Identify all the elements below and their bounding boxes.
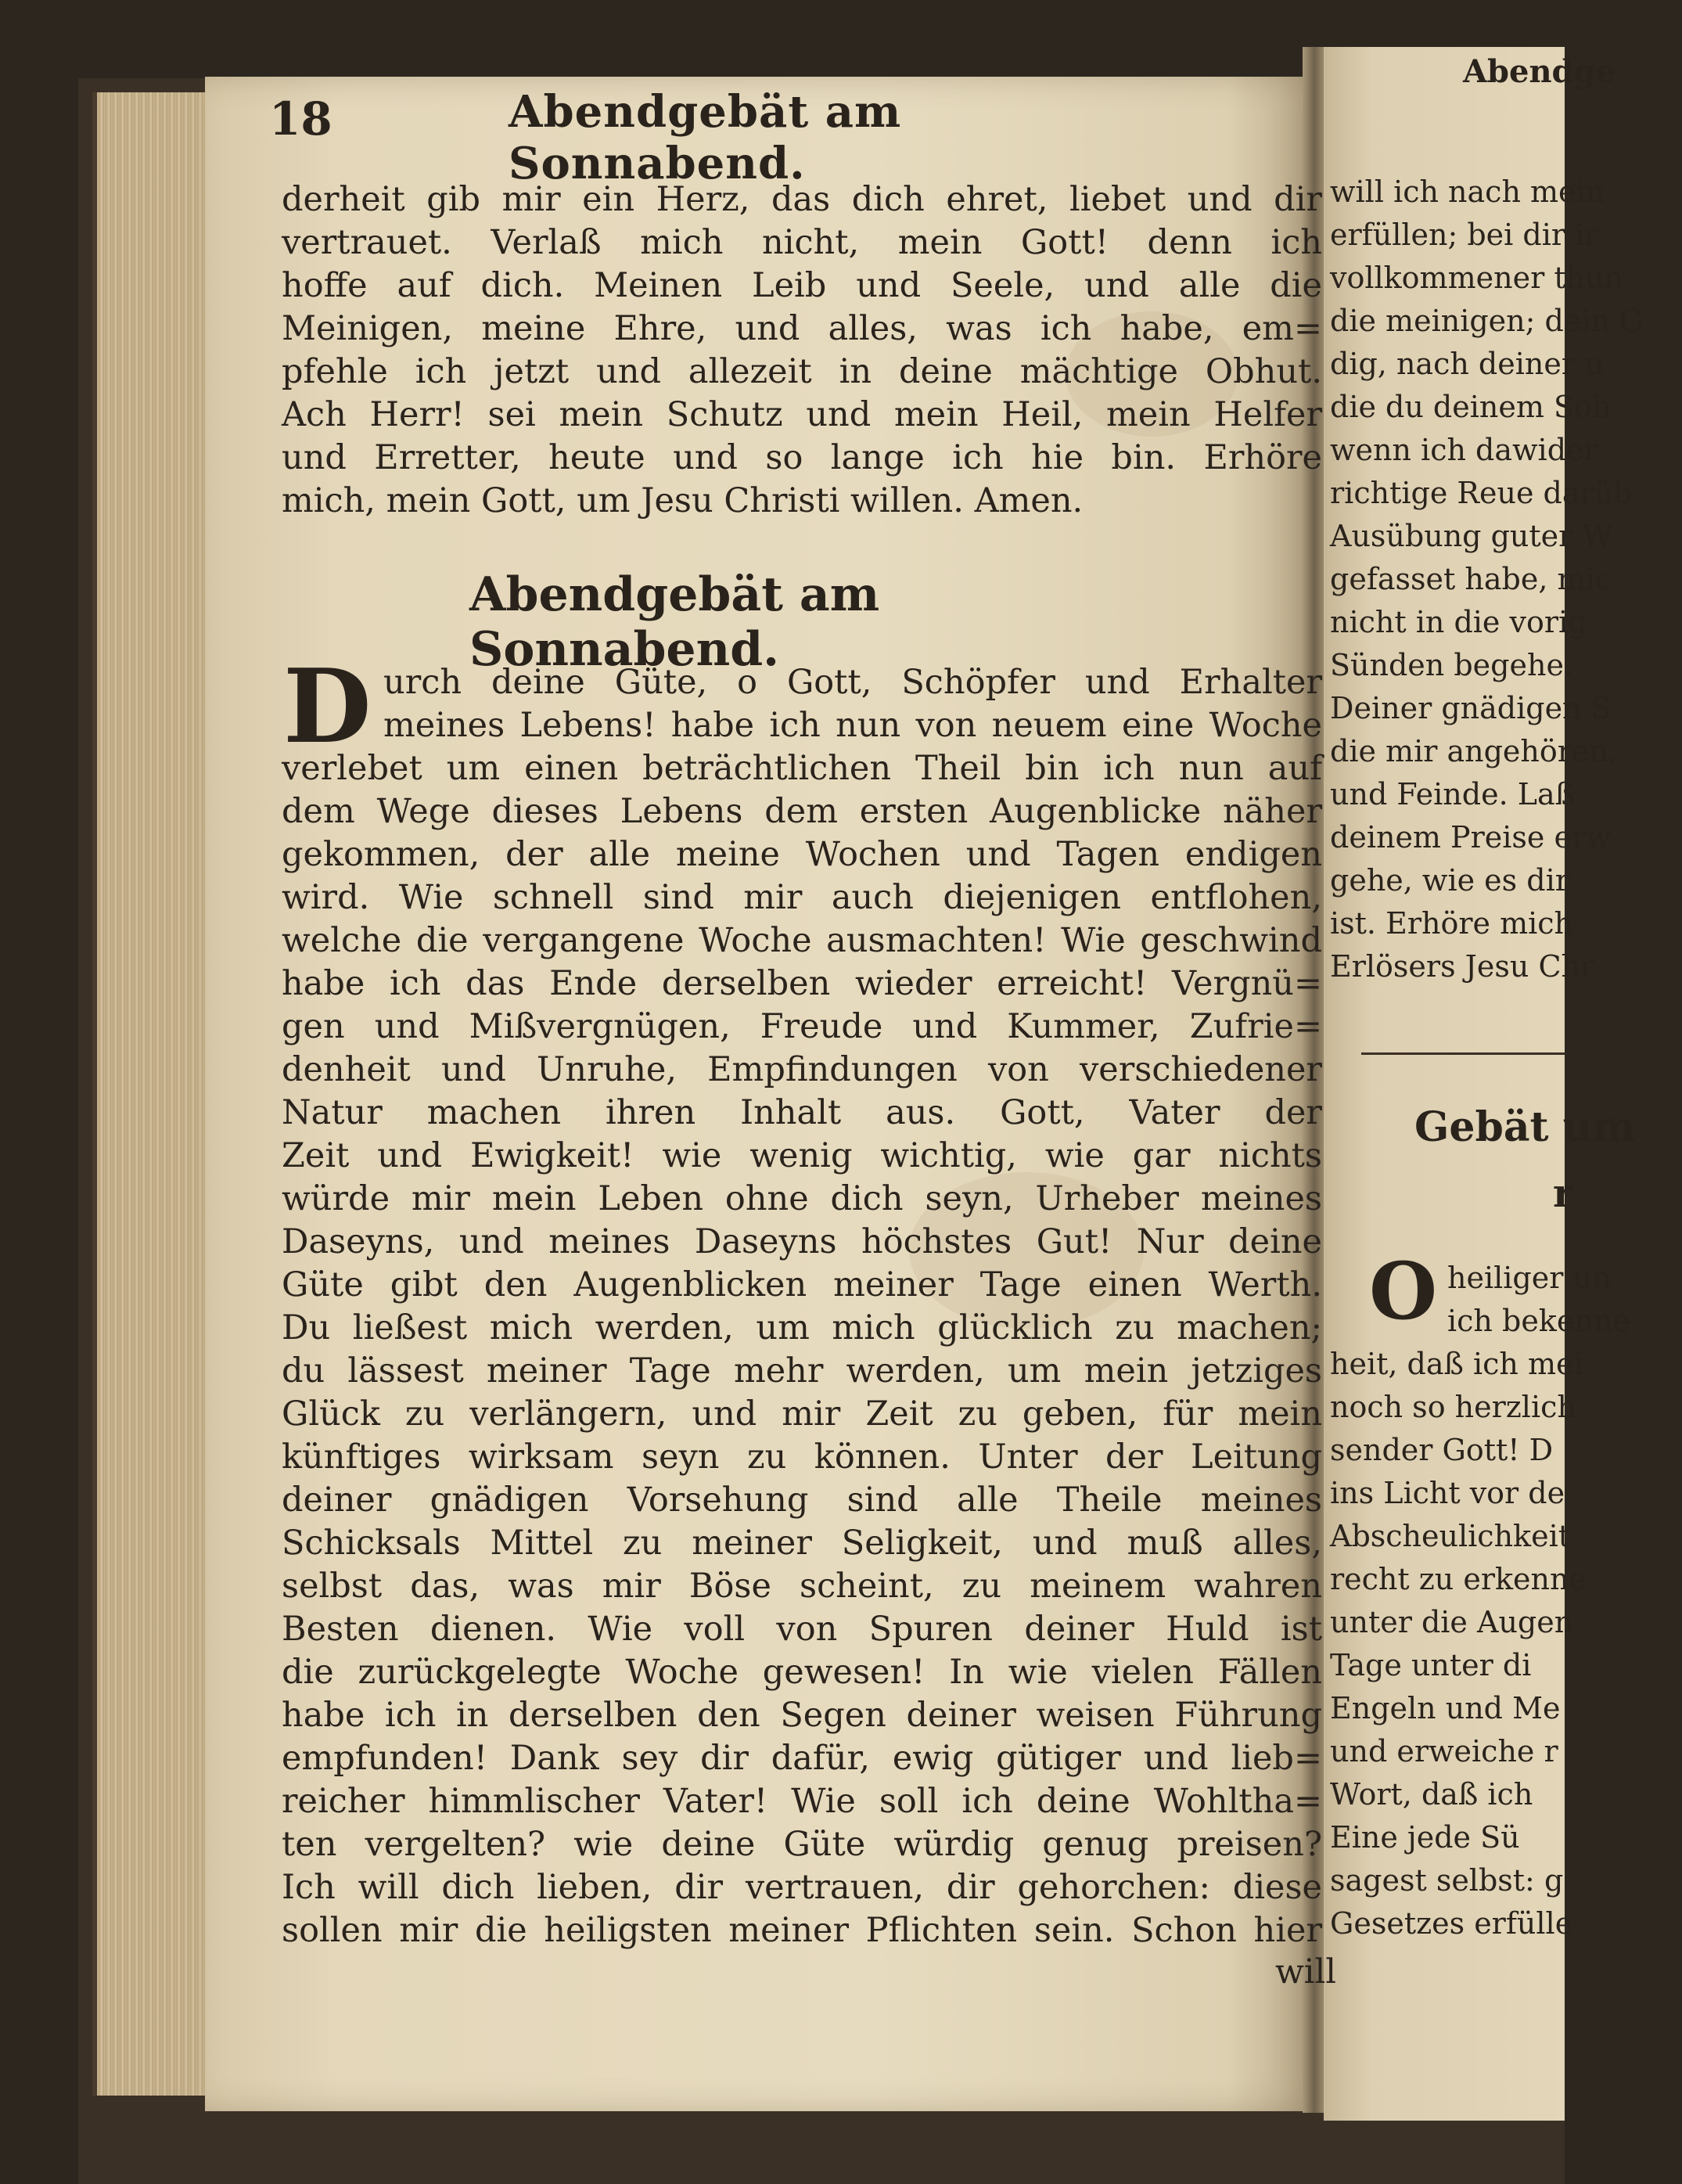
text-line: deiner gnädigen Vorsehung sind alle Theile meines [282,1481,1322,1520]
text-line: Glück zu verlängern, und mir Zeit zu geben, für mein [282,1394,1322,1434]
text-line: derheit gib mir ein Herz, das dich ehret, liebet und dir [282,180,1322,219]
text-line: welche die vergangene Woche ausmachten! Wie geschwind [282,921,1322,960]
text-line: Eine jede Sü [1330,1820,1520,1855]
text-line: ins Licht vor de [1330,1476,1565,1510]
text-line: denheit und Unruhe, Empfindungen von verschiedener [282,1050,1322,1089]
right-drop-cap: O [1369,1245,1438,1337]
text-line: die meinigen; dein G [1330,304,1644,338]
text-line: heit, daß ich mei [1330,1347,1583,1381]
text-line: Schicksals Mittel zu meiner Seligkeit, und muß alles, [282,1524,1322,1563]
text-line: habe ich das Ende derselben wieder erreicht! Vergnü= [282,964,1322,1003]
text-line: habe ich in derselben den Segen deiner weisen Führung [282,1696,1322,1735]
text-line: und erweiche r [1330,1734,1558,1768]
text-line: Natur machen ihren Inhalt aus. Gott, Vater der [282,1093,1322,1132]
right-section-title-2: r [1553,1170,1574,1216]
text-line: würde mir mein Leben ohne dich seyn, Urheber meines [282,1179,1322,1218]
text-line: reicher himmlischer Vater! Wie soll ich deine Wohltha= [282,1782,1322,1821]
text-line: Abscheulichkeit [1330,1519,1570,1553]
text-line: dem Wege dieses Lebens dem ersten Augenblicke näher [282,792,1322,831]
text-line: meines Lebens! habe ich nun von neuem eine Woche [383,706,1322,745]
text-line: Zeit und Ewigkeit! wie wenig wichtig, wie gar nichts [282,1136,1322,1175]
text-line: vollkommener thun [1330,261,1624,295]
text-line: unter die Augen [1330,1605,1574,1639]
text-line: Deiner gnädigen S [1330,691,1612,725]
text-line: und Erretter, heute und so lange ich hie bin. Erhöre [282,438,1322,477]
text-line: dig, nach deiner u [1330,347,1605,381]
text-line: Wort, daß ich [1330,1777,1533,1812]
text-line: Sünden begehe. [1330,648,1574,682]
text-line: sender Gott! D [1330,1433,1554,1467]
text-line: wird. Wie schnell sind mir auch diejenigen entflohen, [282,878,1322,917]
text-line: ist. Erhöre mich [1330,906,1574,941]
text-line: pfehle ich jetzt und allezeit in deine mächtige Obhut. [282,352,1322,391]
text-line: recht zu erkenne [1330,1562,1587,1596]
text-line: ich bekenne [1447,1304,1630,1338]
text-line: gekommen, der alle meine Wochen und Tagen endigen [282,835,1322,874]
text-line: Gesetzes erfülle [1330,1906,1573,1941]
text-line: künftiges wirksam seyn zu können. Unter der Leitung [282,1437,1322,1477]
text-line: Du ließest mich werden, um mich glücklich zu machen; [282,1308,1322,1347]
text-line: Ich will dich lieben, dir vertrauen, dir gehorchen: diese [282,1868,1322,1907]
text-line: empfunden! Dank sey dir dafür, ewig gütiger und lieb= [282,1739,1322,1778]
text-line: wenn ich dawider [1330,433,1598,467]
text-line: gen und Mißvergnügen, Freude und Kummer, Zufrie= [282,1007,1322,1046]
page-edges [92,92,222,2096]
text-line: Ach Herr! sei mein Schutz und mein Heil, mein Helfer [282,395,1322,434]
text-line: Erlösers Jesu Chr [1330,949,1595,984]
text-line: Meinigen, meine Ehre, und alles, was ich habe, em= [282,309,1322,348]
catchword: will [1275,1952,1337,1992]
text-line: Tage unter di [1330,1648,1532,1682]
page-number: 18 [269,92,332,146]
text-line: sagest selbst: g [1330,1863,1564,1898]
text-line: und Feinde. Laß [1330,777,1575,811]
text-line: sollen mir die heiligsten meiner Pflichten sein. Schon hier [282,1911,1322,1950]
text-line: Engeln und Me [1330,1691,1561,1725]
text-line: Besten dienen. Wie voll von Spuren deiner Huld ist [282,1610,1322,1649]
text-line: ten vergelten? wie deine Güte würdig genug preisen? [282,1825,1322,1864]
text-line: nicht in die vorig [1330,605,1587,639]
text-line: gefasset habe, mic [1330,562,1612,596]
text-line: verlebet um einen beträchtlichen Theil bin ich nun auf [282,749,1322,788]
text-line: gehe, wie es dir [1330,863,1569,898]
drop-cap: D [283,646,372,766]
section-title: Abendgebät am Sonnabend. [469,567,880,677]
text-line: mich, mein Gott, um Jesu Christi willen. Amen. [282,481,1084,520]
text-line: deinem Preise erw [1330,820,1612,855]
text-line: urch deine Güte, o Gott, Schöpfer und Erhalter [383,663,1322,702]
text-line: richtige Reue darüb [1330,476,1633,510]
text-line: Ausübung guter W [1330,519,1613,553]
text-line: vertrauet. Verlaß mich nicht, mein Gott! denn ich [282,223,1322,262]
text-line: du lässest meiner Tage mehr werden, um mein jetziges [282,1351,1322,1391]
text-line: selbst das, was mir Böse scheint, zu meinem wahren [282,1567,1322,1606]
running-head: Abendgebät am Sonnabend. [509,86,902,189]
text-line: noch so herzlich [1330,1390,1576,1424]
section-divider [1361,1052,1565,1055]
text-line: die mir angehören, [1330,734,1618,768]
text-line: will ich nach mein [1330,175,1605,209]
right-running-head: Abendge [1463,53,1616,90]
text-line: erfüllen; bei dir ir [1330,218,1599,252]
right-section-title: Gebät um [1414,1103,1636,1151]
text-line: die zurückgelegte Woche gewesen! In wie vielen Fällen [282,1653,1322,1692]
text-line: Güte gibt den Augenblicken meiner Tage einen Werth. [282,1265,1322,1304]
text-line: die du deinem Soh [1330,390,1612,424]
text-line: hoffe auf dich. Meinen Leib und Seele, und alle die [282,266,1322,305]
text-line: Daseyns, und meines Daseyns höchstes Gut! Nur deine [282,1222,1322,1261]
text-line: heiliger un [1447,1261,1612,1295]
